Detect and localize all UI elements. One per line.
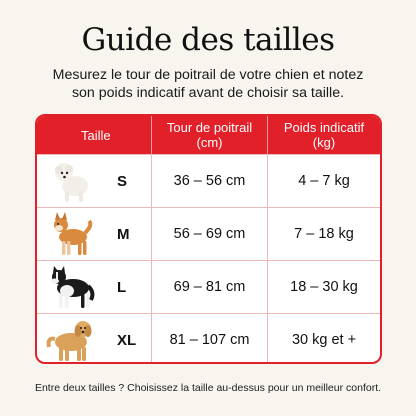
size-label: S	[117, 172, 128, 190]
size-cell	[37, 261, 152, 313]
white-small-dog-icon	[45, 158, 97, 204]
golden-retriever-dog-icon	[45, 317, 97, 363]
size-label: L	[117, 278, 127, 296]
page-title: Guide des tailles	[81, 22, 335, 58]
header-weight: Poids indicatif (kg)	[283, 120, 365, 150]
weight-cell: 4 – 7 kg	[298, 173, 350, 189]
size-table	[35, 114, 382, 364]
chest-cell: 36 – 56 cm	[152, 155, 268, 207]
size-label: XL	[117, 331, 137, 349]
chest-cell: 69 – 81 cm	[152, 261, 268, 313]
table-row	[37, 260, 380, 313]
subtitle-line-1: Mesurez le tour de poitrail de votre chien et notez	[52, 67, 364, 83]
size-cell	[37, 208, 152, 260]
table-row	[37, 154, 380, 207]
table-row	[37, 207, 380, 260]
header-size: Taille	[37, 116, 152, 154]
chest-cell: 81 – 107 cm	[152, 314, 268, 364]
header-chest: Tour de poitrail (cm)	[152, 116, 268, 154]
footer-note: Entre deux tailles ? Choisissez la taille au-dessus pour un meilleur confort.	[34, 382, 382, 394]
subtitle-line-2: son poids indicatif avant de choisir sa taille.	[71, 85, 345, 101]
border-collie-dog-icon	[45, 264, 97, 310]
size-cell	[37, 314, 152, 364]
weight-cell: 18 – 30 kg	[290, 279, 358, 295]
size-cell	[37, 155, 152, 207]
shiba-dog-icon	[45, 211, 97, 257]
chest-cell: 56 – 69 cm	[152, 208, 268, 260]
weight-cell: 7 – 18 kg	[294, 226, 354, 242]
page-subtitle	[20, 66, 396, 102]
table-header	[37, 116, 380, 154]
weight-cell: 30 kg et +	[291, 332, 357, 348]
table-row	[37, 313, 380, 364]
size-label: M	[117, 225, 130, 243]
